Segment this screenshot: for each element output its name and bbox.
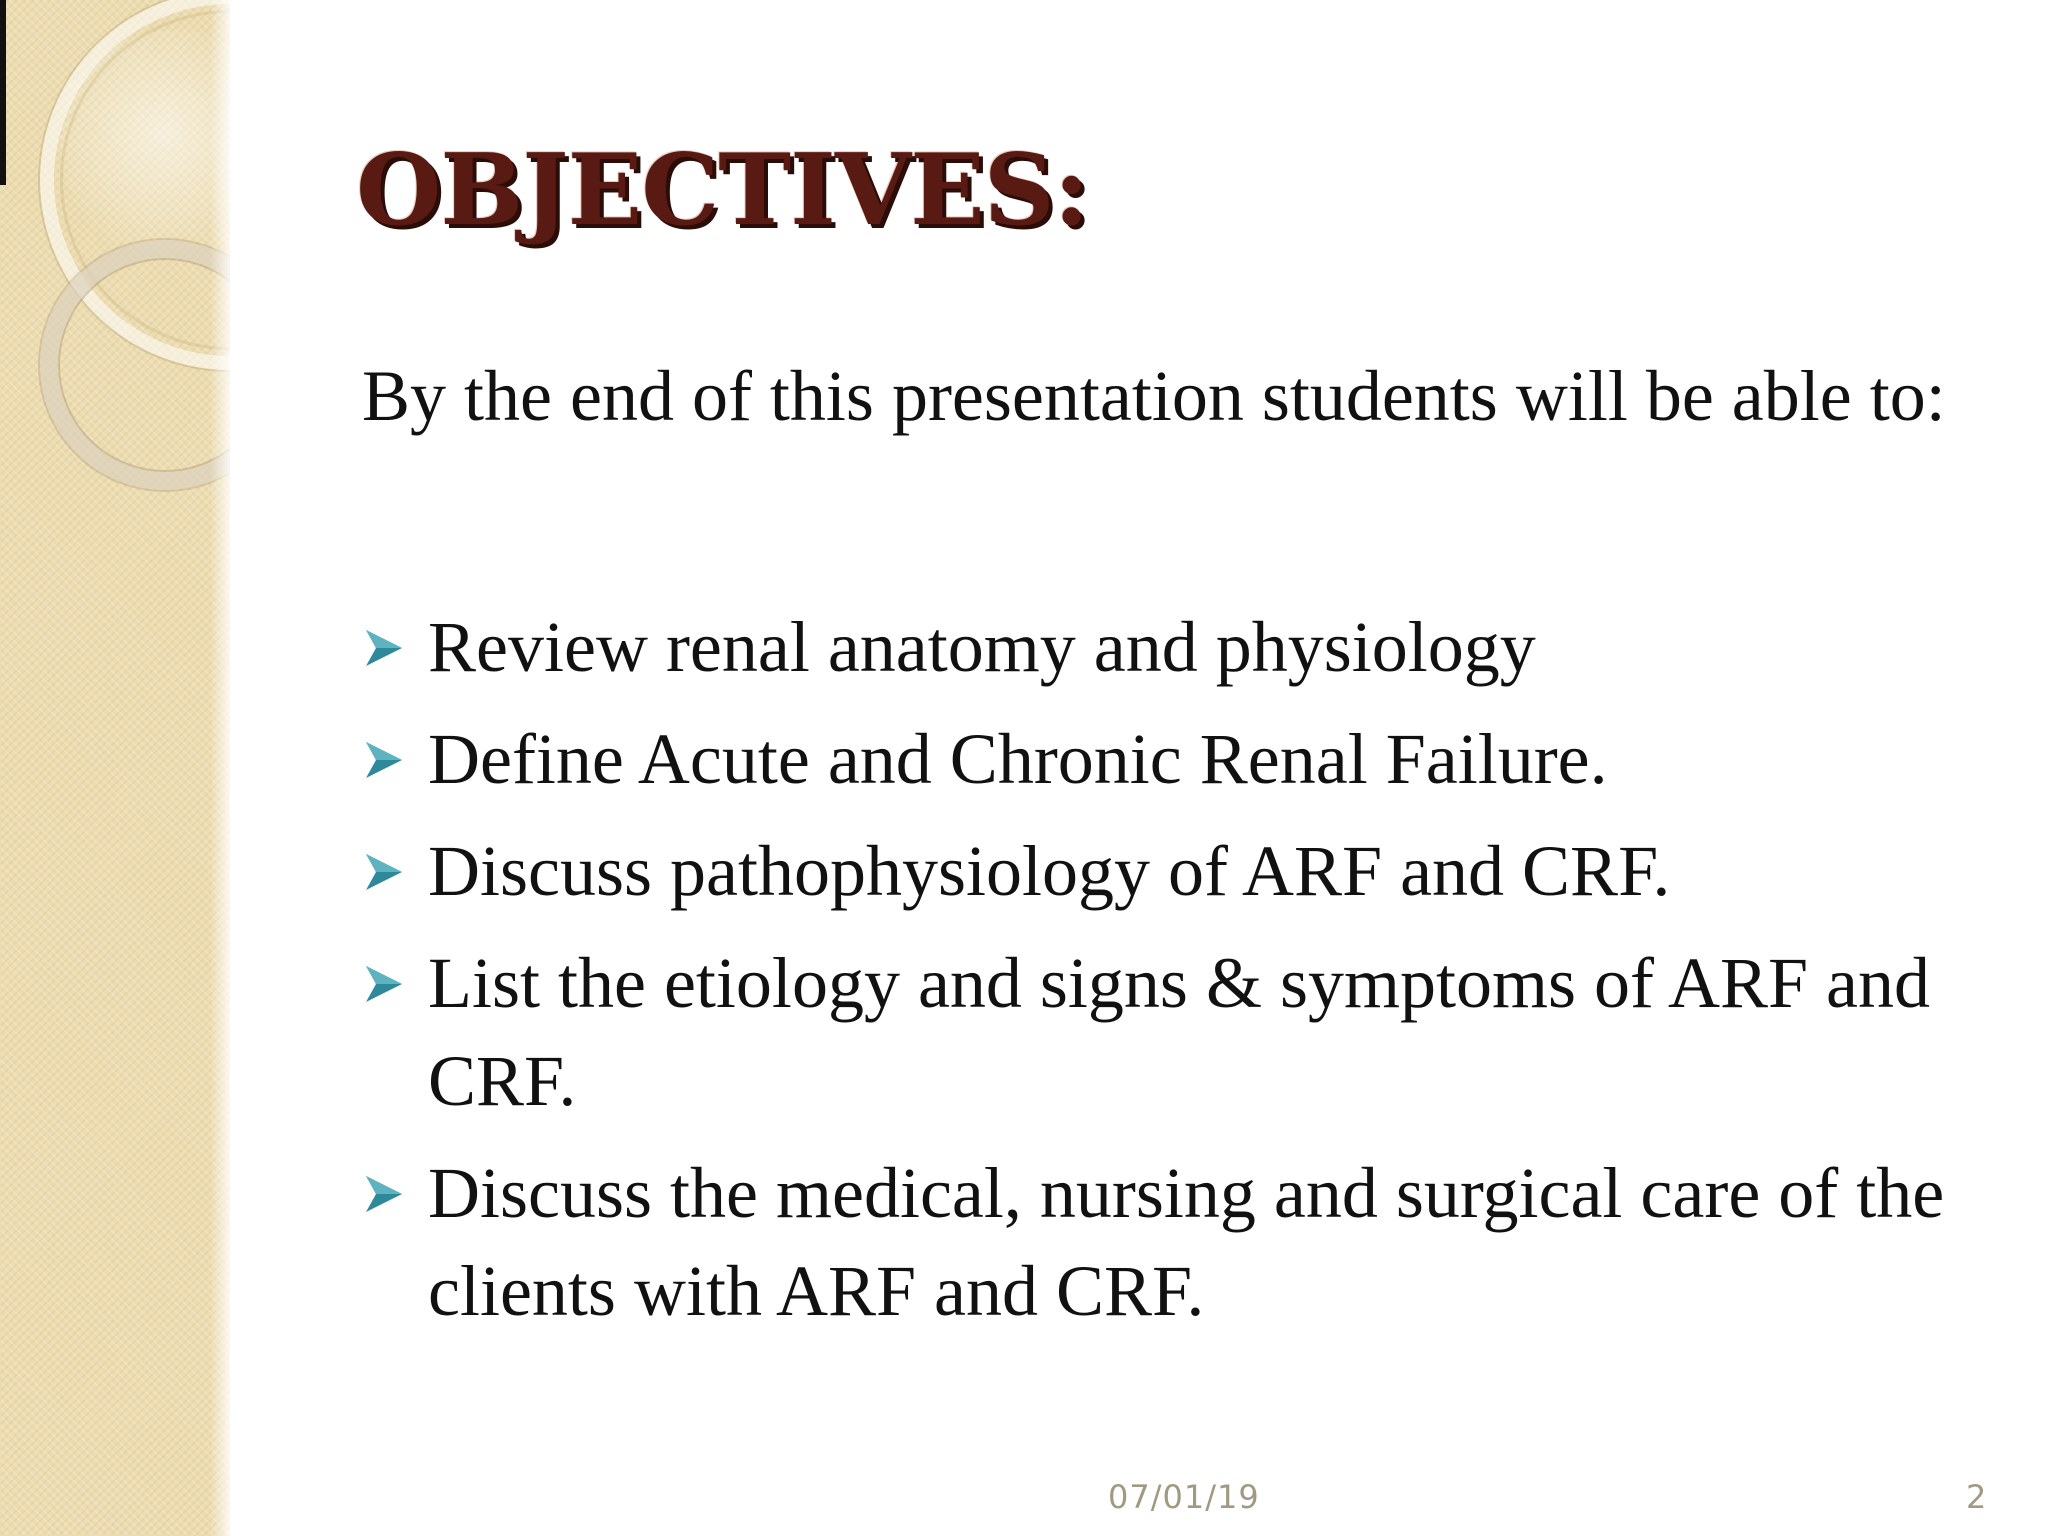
arrowhead-bullet-icon xyxy=(362,962,406,1006)
arrowhead-bullet-icon xyxy=(362,626,406,670)
slide-title: OBJECTIVES: xyxy=(356,133,1089,248)
footer-date: 07/01/19 xyxy=(1108,1478,1260,1516)
list-item xyxy=(362,822,2002,920)
page-number: 2 xyxy=(1966,1478,1987,1516)
arrowhead-bullet-icon xyxy=(362,1172,406,1216)
objectives-list xyxy=(362,598,2002,1354)
arrowhead-bullet-icon xyxy=(362,850,406,894)
list-item xyxy=(362,1144,2002,1340)
list-item-text: Discuss pathophysiology of ARF and CRF. xyxy=(428,831,1671,911)
list-item-text: List the etiology and signs & symptoms of ARF and CRF. xyxy=(428,943,1931,1121)
list-item xyxy=(362,934,2002,1130)
list-item-text: Discuss the medical, nursing and surgical care of the clients with ARF and CRF. xyxy=(428,1153,1945,1331)
list-item xyxy=(362,710,2002,808)
list-item-text: Review renal anatomy and physiology xyxy=(428,607,1536,687)
intro-paragraph: By the end of this presentation students will be able to: xyxy=(362,356,1946,436)
list-item-text: Define Acute and Chronic Renal Failure. xyxy=(428,719,1608,799)
side-band-fade xyxy=(0,0,240,1536)
arrowhead-bullet-icon xyxy=(362,738,406,782)
list-item xyxy=(362,598,2002,696)
